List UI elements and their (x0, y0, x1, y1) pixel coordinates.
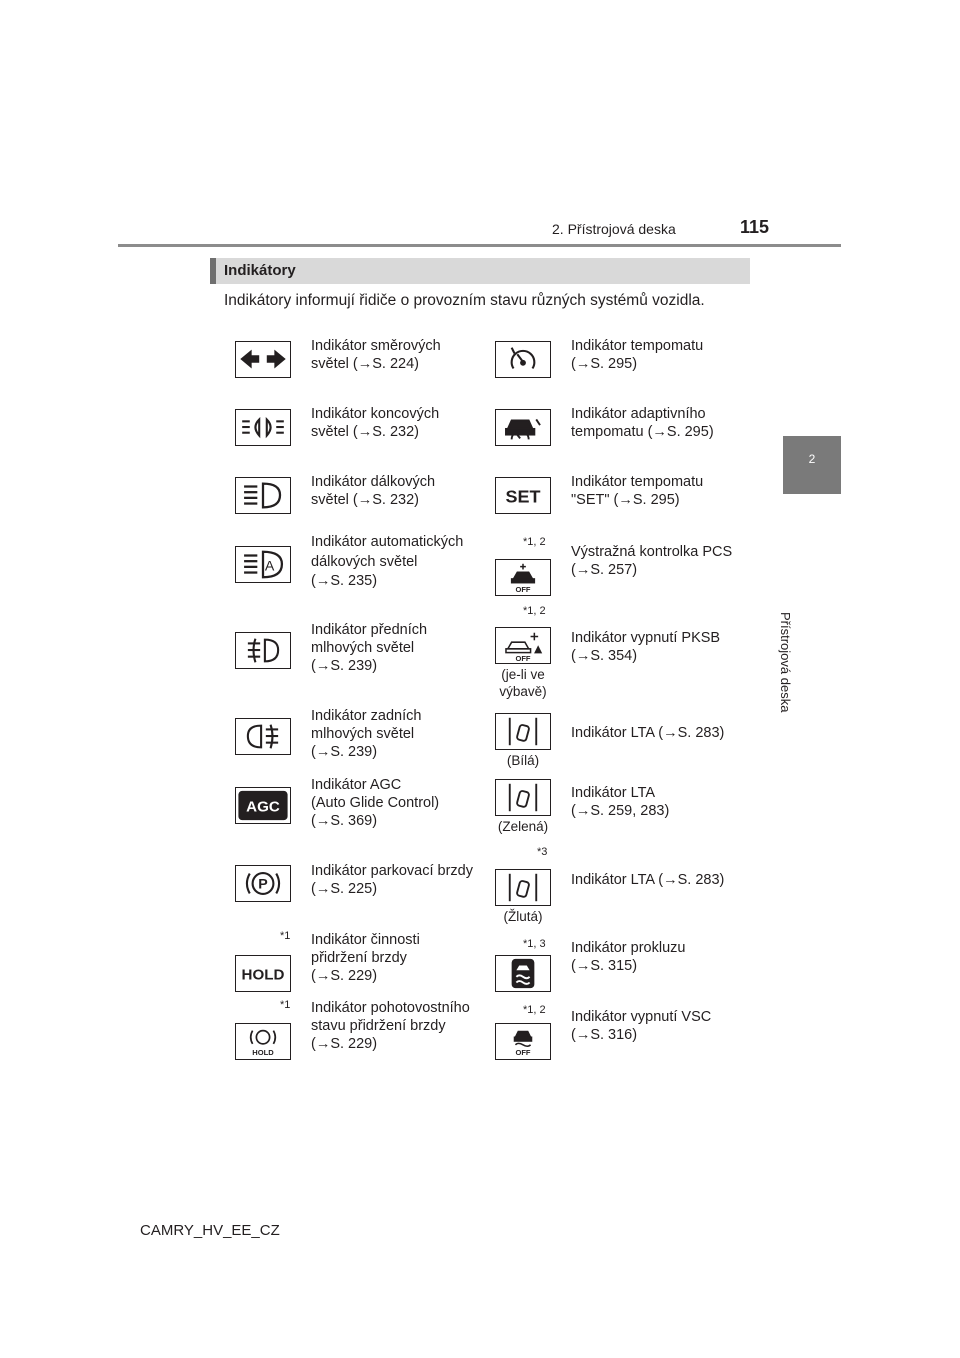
vsc-off-description: Indikátor vypnutí VSC (→S. 316) (571, 1009, 712, 1043)
chapter-title: 2. Přístrojová deska (552, 221, 676, 237)
tail-lights-icon (235, 409, 291, 446)
lta-green-icon (495, 779, 551, 816)
slip-description: Indikátor prokluzu (→S. 315) (571, 940, 686, 974)
parking-brake-description: Indikátor parkovací brzdy (→S. 225) (311, 863, 473, 897)
radar-cruise-control-description: Indikátor adaptivního tempomatu (→S. 295) (571, 406, 714, 440)
lta-white-description: Indikátor LTA (→S. 283) (571, 725, 725, 741)
front-fog-light-icon (235, 632, 291, 669)
rear-fog-light-description: Indikátor zadních mlhových světel (→S. 239) (311, 708, 422, 760)
section-title: Indikátory (224, 262, 296, 279)
pcs-footnote: *1, 2 (523, 536, 546, 548)
rear-fog-light-icon (235, 718, 291, 755)
vsc-off-footnote: *1, 2 (523, 1004, 546, 1016)
turn-signal-arrows-icon (235, 341, 291, 378)
brake-hold-standby-footnote: *1 (280, 999, 291, 1011)
pcs-warning-icon (495, 559, 551, 596)
automatic-high-beam-description: Indikátor automatických dálkových světel (→S. 235) (311, 534, 464, 589)
slip-footnote: *1, 3 (523, 938, 546, 950)
lta-yellow-icon (495, 869, 551, 906)
lta-yellow-caption: (Žlutá) (503, 909, 543, 924)
lta-white-caption: (Bílá) (506, 753, 540, 768)
lta-green-description: Indikátor LTA (→S. 259, 283) (571, 785, 670, 819)
svg-text:HOLD: HOLD (241, 966, 285, 984)
document-code: CAMRY_HV_EE_CZ (140, 1222, 280, 1239)
svg-text:OFF: OFF (515, 585, 531, 595)
pksb-footnote: *1, 2 (523, 605, 546, 617)
vsc-off-icon (495, 1023, 551, 1060)
radar-cruise-control-icon (495, 409, 551, 446)
lta-yellow-description: Indikátor LTA (→S. 283) (571, 872, 725, 888)
svg-text:SET: SET (505, 486, 541, 507)
section-intro: Indikátory informují řidiče o provozním stavu různých systémů vozidla. (224, 292, 705, 309)
page-number: 115 (740, 217, 770, 237)
brake-hold-operated-icon (235, 955, 291, 992)
pksb-caption: (je-li ve výbavě) (499, 667, 547, 699)
svg-text:HOLD: HOLD (252, 1048, 274, 1058)
brake-hold-standby-description: Indikátor pohotovostního stavu přidržení brzdy (→S. 229) (311, 1000, 470, 1052)
svg-text:OFF: OFF (515, 1048, 531, 1058)
svg-text:A: A (264, 558, 275, 575)
front-fog-light-description: Indikátor předních mlhových světel (→S. 239) (311, 622, 428, 674)
agc-description: Indikátor AGC (Auto Glide Control) (→S. 369) (311, 777, 440, 829)
lta-yellow-footnote: *3 (537, 846, 548, 858)
automatic-high-beam-icon (235, 546, 291, 583)
cruise-control-icon (495, 341, 551, 378)
svg-text:OFF: OFF (515, 654, 531, 663)
brake-hold-operated-description: Indikátor činnosti přidržení brzdy (→S. 229) (311, 932, 420, 984)
section-heading-accent (210, 258, 216, 284)
svg-text:P: P (258, 876, 268, 893)
pksb-off-icon (495, 627, 551, 664)
cruise-set-description: Indikátor tempomatu "SET" (→S. 295) (571, 474, 704, 508)
cruise-control-description: Indikátor tempomatu (→S. 295) (571, 338, 704, 372)
svg-text:AGC: AGC (246, 798, 280, 816)
parking-brake-icon (235, 865, 291, 902)
high-beam-icon (235, 477, 291, 514)
turn-signal-description: Indikátor směrových světel (→S. 224) (311, 338, 441, 372)
brake-hold-standby-icon (235, 1023, 291, 1060)
chapter-tab-number: 2 (808, 452, 816, 466)
slip-indicator-icon (495, 955, 551, 992)
high-beam-description: Indikátor dálkových světel (→S. 232) (311, 474, 436, 508)
lta-green-caption: (Zelená) (497, 819, 549, 834)
lta-white-icon (495, 713, 551, 750)
tail-lights-description: Indikátor koncových světel (→S. 232) (311, 406, 440, 440)
header-divider (118, 244, 841, 247)
chapter-tab-label: Přístrojová deska (778, 612, 793, 713)
brake-hold-footnote: *1 (280, 930, 291, 942)
cruise-set-icon (495, 477, 551, 514)
pksb-description: Indikátor vypnutí PKSB (→S. 354) (571, 630, 721, 664)
agc-icon (235, 787, 291, 824)
pcs-description: Výstražná kontrolka PCS (→S. 257) (571, 544, 733, 578)
